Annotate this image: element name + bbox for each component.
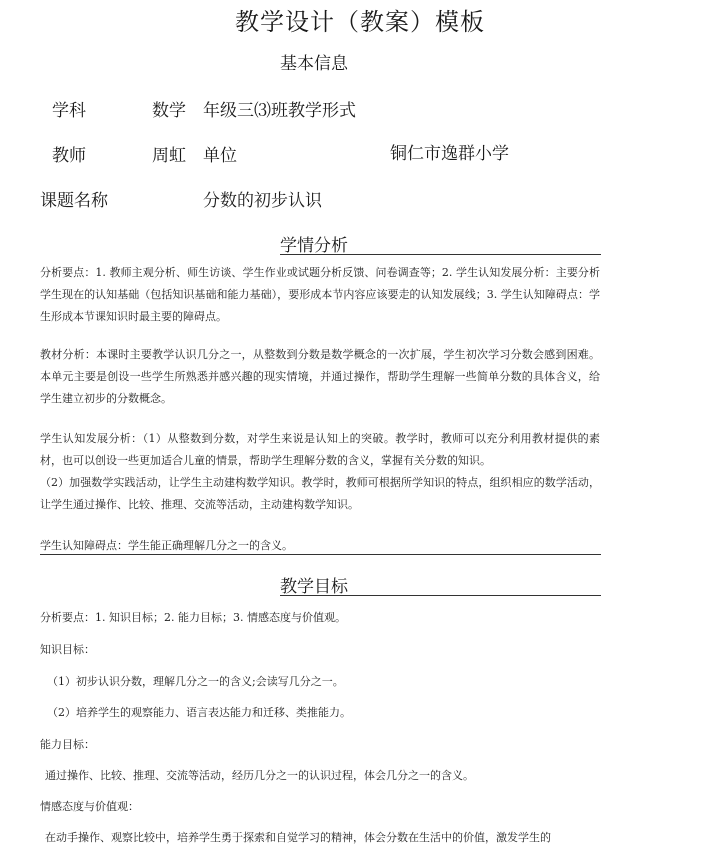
goals-analysis-points: 分析要点：1. 知识目标；2. 能力目标；3. 情感态度与价值观。: [40, 611, 346, 624]
learning-analysis-points: 分析要点：1. 教师主观分析、师生访谈、学生作业或试题分析反馈、问卷调查等；2. 学生认知发展分析：主要分析学生现在的认知基础（包括知识基础和能力基础），要形成本节内容应该要走的认知发展线；3. 学生认知障碍点：学生形成本节课知识时最主要的障碍点。: [40, 266, 600, 323]
basic-info-heading: 基本信息: [280, 54, 348, 74]
subject-label: 学科: [52, 101, 86, 121]
emotion-goal-text: 在动手操作、观察比较中，培养学生勇于探索和自觉学习的精神，体会分数在生活中的价值，激发学生的: [45, 831, 551, 844]
topic-label: 课题名称: [40, 191, 108, 211]
cognitive-development: 学生认知发展分析：（1）从整数到分数，对学生来说是认知上的突破。教学时，教师可以充分利用教材提供的素材，也可以创设一些更加适合儿童的情景，帮助学生理解分数的含义，掌握有关分数的知识。: [40, 432, 600, 467]
material-analysis: 教材分析：本课时主要教学认识几分之一，从整数到分数是数学概念的一次扩展，学生初次学习分数会感到困难。本单元主要是创设一些学生所熟悉并感兴趣的现实情境，并通过操作，帮助学生理解一些简单分数的具体含义，给学生建立初步的分数概念。: [40, 348, 600, 405]
ability-goals-label: 能力目标：: [40, 738, 95, 751]
ability-goal-text: 通过操作、比较、推理、交流等活动，经历几分之一的认识过程，体会几分之一的含义。: [45, 769, 474, 782]
section-divider: [40, 554, 601, 555]
knowledge-goals-label: 知识目标：: [40, 643, 95, 656]
unit-value: 铜仁市逸群小学: [390, 144, 509, 164]
emotion-goals-label: 情感态度与价值观：: [40, 800, 139, 813]
subject-value: 数学: [152, 101, 186, 121]
teacher-value: 周虹: [152, 146, 186, 166]
cognitive-obstacle: 学生认知障碍点：学生能正确理解几分之一的含义。: [40, 539, 293, 552]
teaching-goals-heading: 教学目标: [280, 577, 348, 597]
knowledge-goal-1: （1）初步认识分数，理解几分之一的含义;会读写几分之一。: [47, 675, 344, 688]
learning-analysis-heading: 学情分析: [280, 236, 348, 256]
teacher-label: 教师: [52, 146, 86, 166]
grade-value: 年级三⑶班教学形式: [203, 101, 356, 121]
knowledge-goal-2: （2）培养学生的观察能力、语言表达能力和迁移、类推能力。: [47, 706, 351, 719]
practice-activities: （2）加强数学实践活动，让学生主动建构数学知识。教学时，教师可根据所学知识的特点，组织相应的数学活动，让学生通过操作、比较、推理、交流等活动，主动建构数学知识。: [40, 476, 600, 511]
topic-value: 分数的初步认识: [203, 191, 322, 211]
teaching-goals-underline: [280, 595, 601, 596]
unit-label: 单位: [203, 146, 237, 166]
document-title: 教学设计（教案）模板: [235, 8, 485, 36]
learning-analysis-underline: [280, 254, 601, 255]
